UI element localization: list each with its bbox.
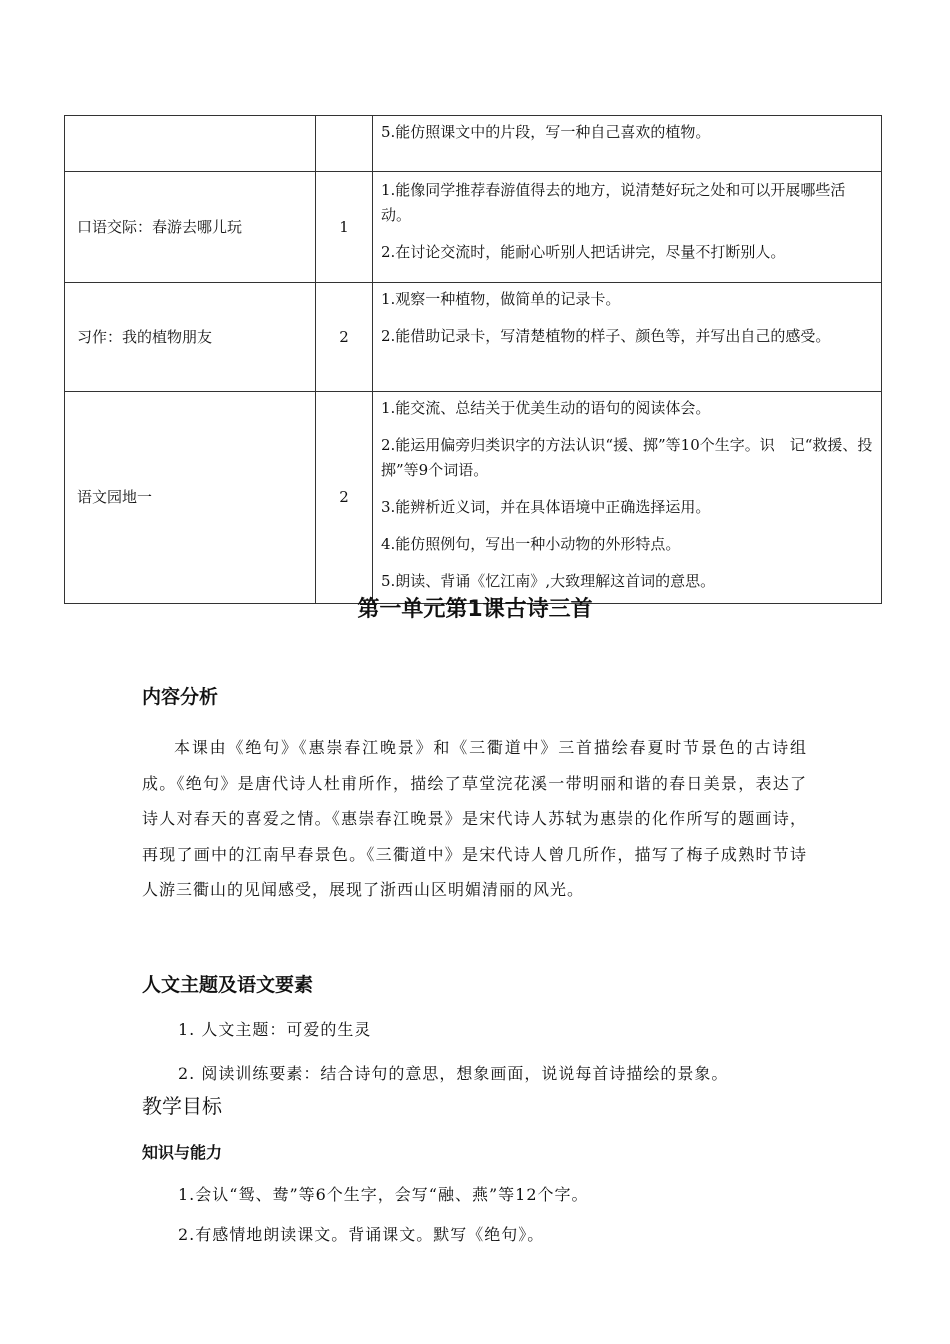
- row-goals: [373, 392, 882, 604]
- row-name: [65, 116, 316, 172]
- row-name: 语文园地一: [65, 392, 316, 604]
- table-row: [65, 283, 882, 392]
- objectives-heading: 教学目标: [142, 1094, 222, 1118]
- theme-item: 1. 人文主题：可爱的生灵: [178, 1020, 372, 1039]
- row-name: 习作：我的植物朋友: [65, 283, 316, 392]
- goal-item: 2.能借助记录卡，写清楚植物的样子、颜色等，并写出自己的感受。: [381, 327, 831, 345]
- row-goals: [373, 116, 882, 172]
- theme-item: 2. 阅读训练要素：结合诗句的意思，想象画面，说说每首诗描绘的景象。: [178, 1064, 729, 1083]
- row-goals: [373, 283, 882, 392]
- objective-item: 2.有感情地朗读课文。背诵课文。默写《绝句》。: [178, 1225, 545, 1244]
- row-name: 口语交际：春游去哪儿玩: [65, 172, 316, 283]
- row-goals: [373, 172, 882, 283]
- objective-item: 1.会认“鸳、鸯”等6个生字，会写“融、燕”等12个字。: [178, 1185, 589, 1204]
- objectives-subheading: 知识与能力: [142, 1143, 223, 1162]
- lesson-title: 第一单元第1课古诗三首: [357, 597, 593, 622]
- row-hours: [316, 116, 373, 172]
- goal-item: 1.能像同学推荐春游值得去的地方，说清楚好玩之处和可以开展哪些活动。: [381, 181, 846, 224]
- goal-item: 2.能运用偏旁归类识字的方法认识“援、掷”等10个生字。识 记“救援、投掷”等9个词语。: [381, 436, 873, 479]
- row-hours: 1: [316, 172, 373, 283]
- row-hours: 2: [316, 392, 373, 604]
- content-analysis-heading: 内容分析: [142, 686, 219, 708]
- row-hours: 2: [316, 283, 373, 392]
- content-analysis-paragraph: 本课由《绝句》《惠崇春江晚景》和《三衢道中》三首描绘春夏时节景色的古诗组成。《绝句》是唐代诗人杜甫所作，描绘了草堂浣花溪一带明丽和谐的春日美景，表达了诗人对春天的喜爱之情。《惠崇春江晚景》是宋代诗人苏轼为惠崇的化作所写的题画诗，再现了画中的江南早春景色。《三衢道中》是宋代诗人曾几所作，描写了梅子成熟时节诗人游三衢山的见闻感受，展现了浙西山区明媚清丽的风光。: [142, 738, 807, 899]
- theme-heading: 人文主题及语文要素: [142, 974, 314, 996]
- table-row: [65, 116, 882, 172]
- unit-plan-table: [64, 115, 882, 604]
- goal-item: 5.朗读、背诵《忆江南》,大致理解这首词的意思。: [381, 572, 716, 590]
- table-row: [65, 172, 882, 283]
- goal-item: 1.能交流、总结关于优美生动的语句的阅读体会。: [381, 399, 711, 417]
- goal-item: 4.能仿照例句，写出一种小动物的外形特点。: [381, 535, 681, 553]
- goal-item: 5.能仿照课文中的片段，写一种自己喜欢的植物。: [381, 123, 711, 141]
- goal-item: 1.观察一种植物，做简单的记录卡。: [381, 290, 621, 308]
- goal-item: 3.能辨析近义词，并在具体语境中正确选择运用。: [381, 498, 711, 516]
- goal-item: 2.在讨论交流时，能耐心听别人把话讲完，尽量不打断别人。: [381, 243, 786, 261]
- table-row: [65, 392, 882, 604]
